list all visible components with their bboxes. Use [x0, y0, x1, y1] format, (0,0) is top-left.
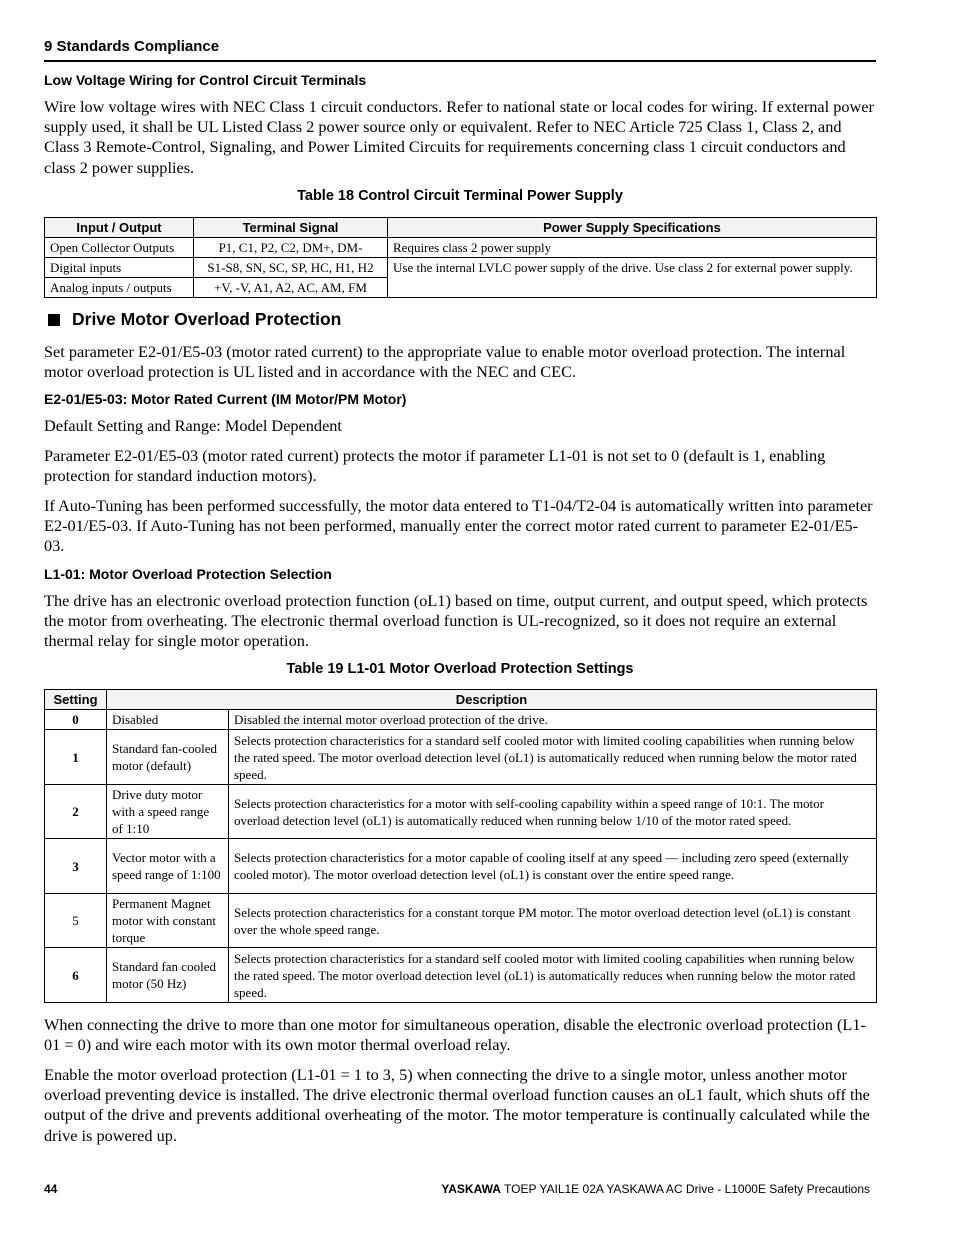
- table19: [44, 689, 877, 1003]
- setting-name: Drive duty motor with a speed range of 1:10: [107, 785, 229, 839]
- closing-paragraph-1: When connecting the drive to more than one motor for simultaneous operation, disable the electronic overload protection (L1-01 = 0) and wire each motor with its own motor thermal overload relay.: [44, 1015, 866, 1055]
- e201-title: E2-01/E5-03: Motor Rated Current (IM Motor/PM Motor): [44, 391, 407, 407]
- setting-value: 2: [45, 785, 107, 839]
- table-header-row: [45, 218, 877, 238]
- setting-name: Standard fan-cooled motor (default): [107, 730, 229, 785]
- low-voltage-body: Wire low voltage wires with NEC Class 1 circuit conductors. Refer to national state or local codes for wiring. If external power supply used, it shall be UL Listed Class 2 power source only or equivalent. Refer to NEC Article 725 Class 1, Class 2, and Class 3 Remote-Control, Signaling, and Power Limited Circuits for requirements concerning class 1 circuit conductors and class 2 power supplies.: [44, 97, 874, 177]
- overload-heading-text: Drive Motor Overload Protection: [72, 309, 342, 329]
- setting-description: Selects protection characteristics for a motor with self-cooling capability within a speed range of 10:1. The motor overload detection level (oL1) is automatically reduced when running below 1/10 of the motor rated speed.: [229, 785, 877, 839]
- table-cell: Digital inputs: [45, 258, 194, 278]
- square-bullet-icon: [48, 314, 60, 326]
- table-row: [45, 730, 877, 785]
- table-cell: Open Collector Outputs: [45, 238, 194, 258]
- table-row: [45, 948, 877, 1003]
- overload-heading: [48, 309, 341, 330]
- setting-value: 0: [45, 710, 107, 730]
- l101-title: L1-01: Motor Overload Protection Selection: [44, 566, 332, 582]
- setting-value: 1: [45, 730, 107, 785]
- table18: [44, 217, 877, 298]
- table-cell: P1, C1, P2, C2, DM+, DM-: [194, 238, 388, 258]
- setting-value: 3: [45, 839, 107, 894]
- table19-caption: Table 19 L1-01 Motor Overload Protection Settings: [286, 661, 634, 677]
- table-header-row: [45, 690, 877, 710]
- setting-value: 6: [45, 948, 107, 1003]
- section-header: 9 Standards Compliance: [44, 38, 876, 62]
- table-header-cell: Description: [107, 690, 877, 710]
- table-header-cell: Setting: [45, 690, 107, 710]
- l101-body: The drive has an electronic overload protection function (oL1) based on time, output current, and output speed, which protects the motor from overheating. The electronic thermal overload function is UL-recognized, so it does not require an external thermal relay for single motor operation.: [44, 591, 868, 651]
- table-row: [45, 258, 877, 278]
- table18-caption: Table 18 Control Circuit Terminal Power Supply: [297, 188, 623, 204]
- table-header-cell: Terminal Signal: [194, 218, 388, 238]
- footer-doc-text: TOEP YAIL1E 02A YASKAWA AC Drive - L1000E Safety Precautions: [500, 1182, 870, 1196]
- setting-description: Selects protection characteristics for a standard self cooled motor with limited cooling capabilities when running below the rated speed. The motor overload detection level (oL1) is automatically reduces when running below the motor rated speed.: [229, 948, 877, 1003]
- table-row: [45, 839, 877, 894]
- setting-description: Selects protection characteristics for a constant torque PM motor. The motor overload detection level (oL1) is constant over the whole speed range.: [229, 894, 877, 948]
- setting-name: Vector motor with a speed range of 1:100: [107, 839, 229, 894]
- table-cell: S1-S8, SN, SC, SP, HC, H1, H2: [194, 258, 388, 278]
- page-number: 44: [44, 1182, 58, 1196]
- low-voltage-title: Low Voltage Wiring for Control Circuit Terminals: [44, 72, 367, 88]
- table-cell: +V, -V, A1, A2, AC, AM, FM: [194, 278, 388, 298]
- setting-description: Selects protection characteristics for a motor capable of cooling itself at any speed — including zero speed (externally cooled motor). The motor overload detection level (oL1) is constant over the entire speed range.: [229, 839, 877, 894]
- table-cell: Requires class 2 power supply: [388, 238, 877, 258]
- setting-name: Standard fan cooled motor (50 Hz): [107, 948, 229, 1003]
- table-row: [45, 710, 877, 730]
- footer-document-title: [441, 1182, 870, 1196]
- closing-paragraph-2: Enable the motor overload protection (L1-01 = 1 to 3, 5) when connecting the drive to a single motor, unless another motor overload preventing device is installed. The drive electronic thermal overload function causes an oL1 fault, which shuts off the output of the drive and prevents additional overheating of the motor. The motor temperature is continually calculated while the drive is powered up.: [44, 1065, 870, 1145]
- table-row: [45, 894, 877, 948]
- e201-default: Default Setting and Range: Model Dependent: [44, 416, 342, 435]
- e201-paragraph-2: If Auto-Tuning has been performed successfully, the motor data entered to T1-04/T2-04 is automatically written into parameter E2-01/E5-03. If Auto-Tuning has not been performed, manually enter the correct motor rated current to parameter E2-01/E5-03.: [44, 496, 873, 556]
- overload-intro: Set parameter E2-01/E5-03 (motor rated current) to the appropriate value to enable motor overload protection. The internal motor overload protection is UL listed and in accordance with the NEC and CEC.: [44, 342, 846, 382]
- footer-brand: YASKAWA: [441, 1182, 501, 1196]
- setting-name: Permanent Magnet motor with constant torque: [107, 894, 229, 948]
- table-cell: Analog inputs / outputs: [45, 278, 194, 298]
- setting-description: Disabled the internal motor overload protection of the drive.: [229, 710, 877, 730]
- table-row: [45, 785, 877, 839]
- table-row: [45, 238, 877, 258]
- e201-paragraph-1: Parameter E2-01/E5-03 (motor rated current) protects the motor if parameter L1-01 is not set to 0 (default is 1, enabling protection for standard induction motors).: [44, 446, 826, 486]
- setting-name: Disabled: [107, 710, 229, 730]
- table-cell: Use the internal LVLC power supply of the drive. Use class 2 for external power supply.: [388, 258, 877, 298]
- setting-value: 5: [45, 894, 107, 948]
- table-header-cell: Input / Output: [45, 218, 194, 238]
- table-header-cell: Power Supply Specifications: [388, 218, 877, 238]
- setting-description: Selects protection characteristics for a standard self cooled motor with limited cooling capabilities when running below the rated speed. The motor overload detection level (oL1) is automatically reduced when running below the motor rated speed.: [229, 730, 877, 785]
